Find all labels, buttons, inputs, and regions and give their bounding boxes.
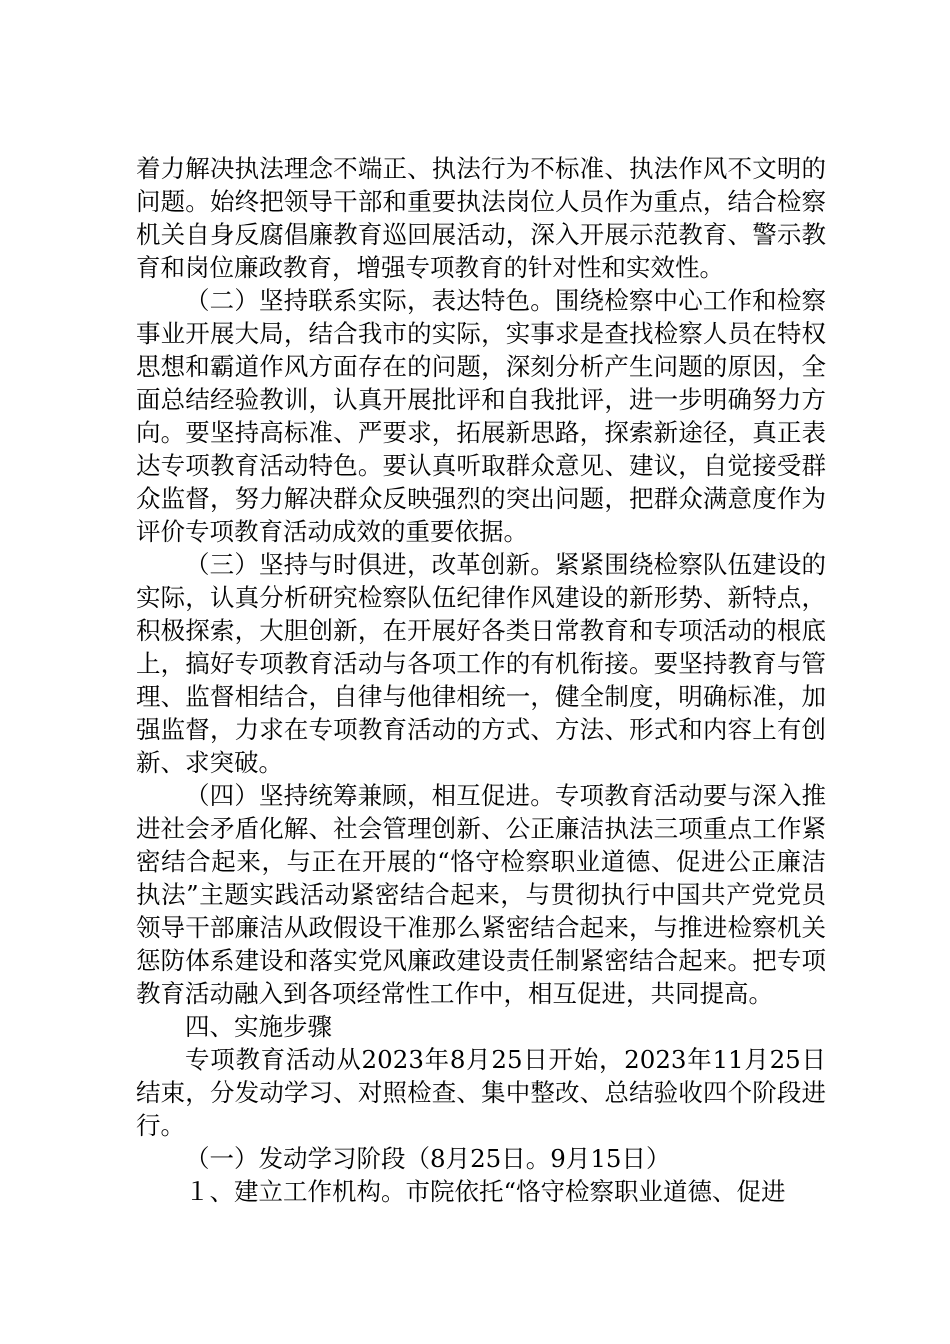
paragraph-2: （二）坚持联系实际，表达特色。围绕检察中心工作和检察事业开展大局，结合我市的实际，实事求是查找检察人员在特权思想和霸道作风方面存在的问题，深刻分析产生问题的原因，全面总结经验教训，认真开展批评和自我批评，进一步明确努力方向。要坚持高标准、严要求，拓展新思路，探索新途径，真正表达专项教育活动特色。要认真听取群众意见、建议，自觉接受群众监督，努力解决群众反映强烈的突出问题，把群众满意度作为评价专项教育活动成效的重要依据。 — [136, 286, 826, 546]
subheading-mobilization-phase: （一）发动学习阶段（8月25日。9月15日） — [185, 1144, 671, 1173]
paragraph-1: 着力解决执法理念不端正、执法行为不标准、执法作风不文明的问题。始终把领导干部和重要执法岗位人员作为重点，结合检察机关自身反腐倡廉教育巡回展活动，深入开展示范教育、警示教育和岗位廉政教育，增强专项教育的针对性和实效性。 — [136, 154, 826, 282]
document-body — [136, 152, 826, 1208]
paragraph-3: （三）坚持与时俱进，改革创新。紧紧围绕检察队伍建设的实际，认真分析研究检察队伍纪律作风建设的新形势、新特点，积极探索，大胆创新，在开展好各类日常教育和专项活动的根底上，搞好专项教育活动与各项工作的有机衔接。要坚持教育与管理、监督相结合，自律与他律相统一，健全制度，明确标准，加强监督，力求在专项教育活动的方式、方法、形式和内容上有创新、求突破。 — [136, 550, 826, 777]
section-heading-implementation-steps: 四、实施步骤 — [185, 1012, 332, 1041]
paragraph-6: 专项教育活动从2023年8月25日开始，2023年11月25日结束，分发动学习、对照检查、集中整改、总结验收四个阶段进行。 — [136, 1045, 826, 1140]
paragraph-4: （四）坚持统筹兼顾，相互促进。专项教育活动要与深入推进社会矛盾化解、社会管理创新、公正廉洁执法三项重点工作紧密结合起来，与正在开展的“恪守检察职业道德、促进公正廉洁执法”主题实践活动紧密结合起来，与贯彻执行中国共产党党员领导干部廉洁从政假设干准那么紧密结合起来，与推进检察机关惩防体系建设和落实党风廉政建设责任制紧密结合起来。把专项教育活动融入到各项经常性工作中，相互促进，共同提高。 — [136, 781, 826, 1008]
paragraph-8: １、建立工作机构。市院依托“恪守检察职业道德、促进 — [185, 1177, 786, 1206]
